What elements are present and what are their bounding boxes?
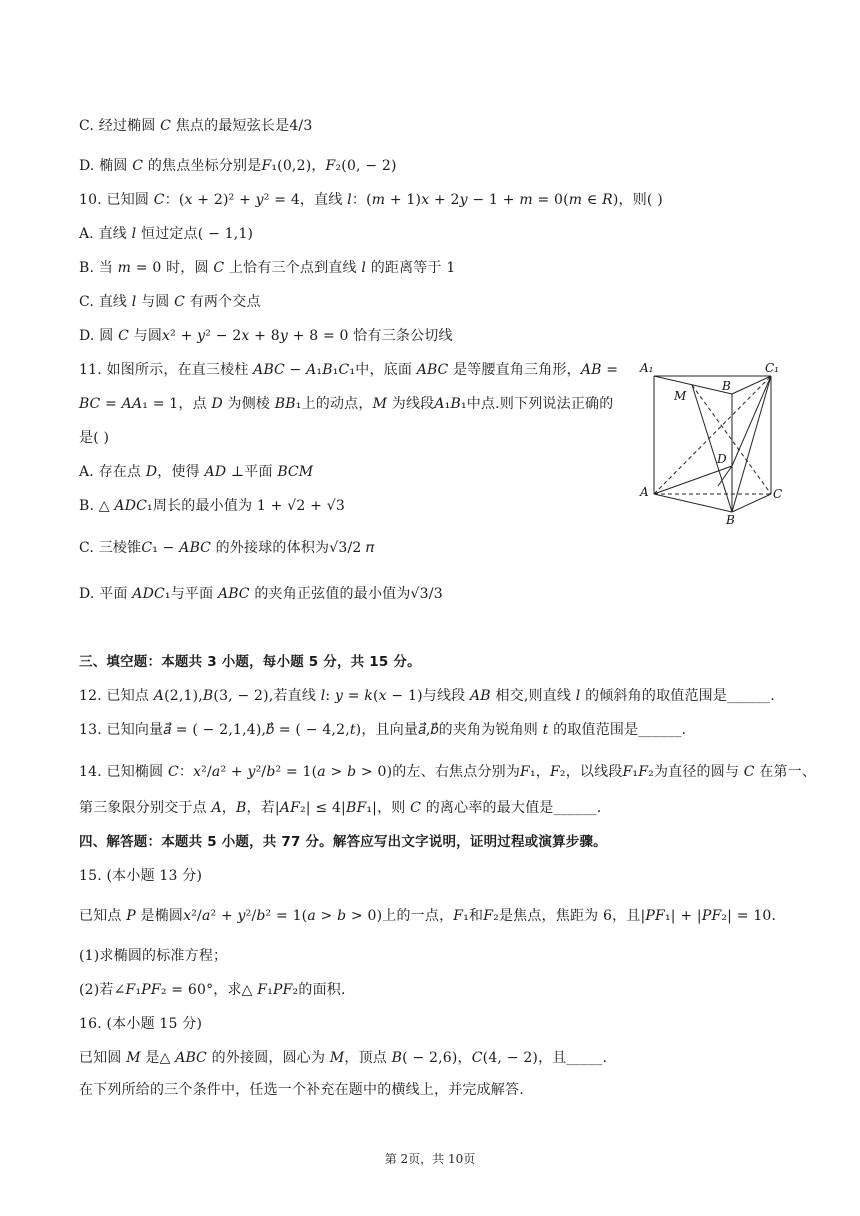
option-11a: A. 存在点 𝐷，使得 𝐴𝐷 ⊥平面 𝐵𝐶𝑀 xyxy=(79,464,314,480)
question-10: 10. 已知圆 𝐶：(𝑥 + 2)² + 𝑦² = 4，直线 𝑙：(𝑚 + 1)𝑥 + 2𝑦 − 1 + 𝑚 = 0(𝑚 ∈ 𝑅)，则( ) xyxy=(79,192,663,208)
label-a1: A₁ xyxy=(640,361,654,375)
question-15-title: 15. (本小题 13 分) xyxy=(79,868,203,884)
line-bc1 xyxy=(732,376,771,512)
label-d: D xyxy=(717,452,727,466)
option-11d: D. 平面 𝐴𝐷𝐶₁与平面 𝐴𝐵𝐶 的夹角正弦值的最小值为√3/3 xyxy=(79,586,443,602)
question-14-line2: 第三象限分别交于点 𝐴，𝐵，若|𝐴𝐹₂| ≤ 4|𝐵𝐹₁|，则 𝐶 的离心率的最大值是______. xyxy=(79,800,602,816)
question-16-instruction: 在下列所给的三个条件中，任选一个补充在题中的横线上，并完成解答. xyxy=(79,1082,524,1098)
line-dc1 xyxy=(732,376,771,466)
question-11-line2: 𝐵𝐶 = 𝐴𝐴₁ = 1，点 𝐷 为侧棱 𝐵𝐵₁上的动点，𝑀 为线段𝐴₁𝐵₁中点.则下列说法正确的 xyxy=(79,396,614,412)
label-c: C xyxy=(773,487,783,501)
label-m: M xyxy=(674,389,687,403)
line-mb xyxy=(692,385,732,512)
option-10a: A. 直线 𝑙 恒过定点( − 1,1) xyxy=(79,226,254,242)
question-14-line1: 14. 已知椭圆 𝐶：𝑥²/𝑎² + 𝑦²/𝑏² = 1(𝑎 > 𝑏 > 0)的左、右焦点分别为𝐹₁，𝐹₂，以线段𝐹₁𝐹₂为直径的圆与 𝐶 在第一、 xyxy=(79,764,817,780)
option-10d: D. 圆 𝐶 与圆𝑥² + 𝑦² − 2𝑥 + 8𝑦 + 8 = 0 恰有三条公切线 xyxy=(79,328,453,344)
question-15-part1: (1)求椭圆的标准方程； xyxy=(79,948,228,964)
line-ad xyxy=(654,466,732,494)
edge-a1b1 xyxy=(654,376,732,394)
label-b: B xyxy=(726,513,735,526)
edge-b1c1 xyxy=(732,376,771,394)
page-footer: 第 2页，共 10页 xyxy=(384,1152,476,1166)
option-10b: B. 当 𝑚 = 0 时，圆 𝐶 上恰有三个点到直线 𝑙 的距离等于 1 xyxy=(79,260,456,276)
prism-diagram xyxy=(636,356,786,526)
question-15-text: 已知点 𝑃 是椭圆𝑥²/𝑎² + 𝑦²/𝑏² = 1(𝑎 > 𝑏 > 0)上的一点，𝐹₁和𝐹₂是焦点，焦距为 6，且|𝑃𝐹₁| + |𝑃𝐹₂| = 10. xyxy=(79,908,777,924)
question-16-title: 16. (本小题 15 分) xyxy=(79,1016,203,1032)
prism-figure xyxy=(636,356,786,526)
label-a: A xyxy=(640,485,649,499)
section-3-heading: 三、填空题：本题共 3 小题，每小题 5 分，共 15 分。 xyxy=(79,654,421,670)
diag-ac1 xyxy=(654,376,771,494)
option-11c: C. 三棱锥𝐶₁ − 𝐴𝐵𝐶 的外接球的体积为√3/2 𝜋 xyxy=(79,540,375,556)
option-9c: C. 经过椭圆 𝐶 焦点的最短弦长是4/3 xyxy=(79,118,313,134)
question-16-text: 已知圆 𝑀 是△ 𝐴𝐵𝐶 的外接圆，圆心为 𝑀，顶点 𝐵( − 2,6)，𝐶(4, − 2)，且_____. xyxy=(79,1050,608,1066)
option-10c: C. 直线 𝑙 与圆 𝐶 有两个交点 xyxy=(79,294,261,310)
edge-ab xyxy=(654,494,732,512)
option-9d: D. 椭圆 𝐶 的焦点坐标分别是𝐹₁(0,2)，𝐹₂(0, − 2) xyxy=(79,158,397,174)
edge-bc xyxy=(732,494,771,512)
question-15-part2: (2)若∠𝐹₁𝑃𝐹₂ = 60°，求△ 𝐹₁𝑃𝐹₂的面积. xyxy=(79,982,346,998)
option-11b: B. △ 𝐴𝐷𝐶₁周长的最小值为 1 + √2 + √3 xyxy=(79,498,345,514)
question-13: 13. 已知向量𝑎⃗ = ( − 2,1,4),𝑏⃗ = ( − 4,2,𝑡)，且向量𝑎⃗,𝑏⃗的夹角为锐角则 𝑡 的取值范围是______. xyxy=(79,722,687,738)
label-b1: B xyxy=(722,379,731,393)
section-4-heading: 四、解答题：本题共 5 小题，共 77 分。解答应写出文字说明，证明过程或演算步骤。 xyxy=(79,834,607,850)
question-11-line1: 11. 如图所示，在直三棱柱 𝐴𝐵𝐶 − 𝐴₁𝐵₁𝐶₁中，底面 𝐴𝐵𝐶 是等腰直角三角形，𝐴𝐵 = xyxy=(79,362,619,378)
label-c1: C₁ xyxy=(765,361,779,375)
question-12: 12. 已知点 𝐴(2,1),𝐵(3, − 2),若直线 𝑙: 𝑦 = 𝑘(𝑥 − 1)与线段 𝐴𝐵 相交,则直线 𝑙 的倾斜角的取值范围是______. xyxy=(79,688,775,704)
question-11-line3: 是( ) xyxy=(79,430,110,446)
